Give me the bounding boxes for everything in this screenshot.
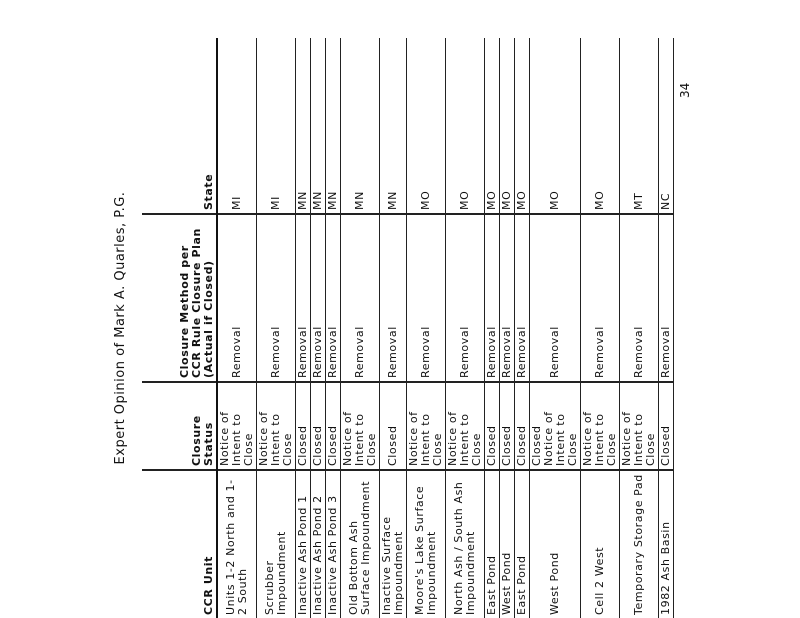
state-cell: MT [620, 38, 659, 214]
method-cell: Removal [581, 214, 620, 382]
method-cell: Removal [515, 214, 530, 382]
status-cell: Closed [296, 382, 311, 470]
table-row [341, 38, 380, 618]
status-cell: Closed [515, 382, 530, 470]
unit-cell: East Pond [515, 470, 530, 618]
unit-cell: 1982 Ash Basin [659, 470, 674, 618]
status-cell: Notice of Intent to Close [217, 382, 257, 470]
status-cell: Notice of Intent to Close [620, 382, 659, 470]
state-cell: MN [296, 38, 311, 214]
unit-cell: North Ash / South Ash Impoundment [446, 470, 485, 618]
table-header-row [142, 38, 217, 618]
method-cell: Removal [446, 214, 485, 382]
status-cell: Closed [500, 382, 515, 470]
method-cell: Removal [217, 214, 257, 382]
unit-cell: Units 1-2 North and 1-2 South [217, 470, 257, 618]
unit-cell: Inactive Ash Pond 1 [296, 470, 311, 618]
status-cell: Closed Notice of Intent to Close [530, 382, 581, 470]
method-cell: Removal [296, 214, 311, 382]
column-header-status: Closure Status [142, 382, 217, 470]
method-cell: Removal [311, 214, 326, 382]
unit-cell: Moore's Lake Surface Impoundment [407, 470, 446, 618]
method-cell: Removal [257, 214, 296, 382]
document-page [100, 38, 692, 618]
table-row [515, 38, 530, 618]
state-cell: MI [257, 38, 296, 214]
status-cell: Notice of Intent to Close [257, 382, 296, 470]
state-cell: MO [446, 38, 485, 214]
unit-cell: Inactive Surface Impoundment [380, 470, 407, 618]
table-row [659, 38, 674, 618]
table-row [485, 38, 500, 618]
unit-cell: West Pond [530, 470, 581, 618]
state-cell: MO [500, 38, 515, 214]
method-cell: Removal [341, 214, 380, 382]
method-cell: Removal [659, 214, 674, 382]
table-row [407, 38, 446, 618]
status-cell: Notice of Intent to Close [446, 382, 485, 470]
table-row [296, 38, 311, 618]
method-cell: Removal [407, 214, 446, 382]
status-cell: Notice of Intent to Close [407, 382, 446, 470]
status-cell: Closed [326, 382, 341, 470]
state-cell: MN [311, 38, 326, 214]
unit-cell: Old Bottom Ash Surface Impoundment [341, 470, 380, 618]
unit-cell: Cell 2 West [581, 470, 620, 618]
table-row [620, 38, 659, 618]
page-number: 34 [678, 82, 692, 98]
status-cell: Notice of Intent to Close [581, 382, 620, 470]
state-cell: NC [659, 38, 674, 214]
method-cell: Removal [326, 214, 341, 382]
state-cell: MO [407, 38, 446, 214]
status-cell: Notice of Intent to Close [341, 382, 380, 470]
status-cell: Closed [485, 382, 500, 470]
unit-cell: Inactive Ash Pond 3 [326, 470, 341, 618]
table-row [530, 38, 581, 618]
column-header-unit: CCR Unit [142, 470, 217, 618]
state-cell: MN [326, 38, 341, 214]
method-cell: Removal [500, 214, 515, 382]
method-cell: Removal [530, 214, 581, 382]
method-cell: Removal [620, 214, 659, 382]
unit-cell: Temporary Storage Pad [620, 470, 659, 618]
column-header-state: State [142, 38, 217, 214]
table-row [380, 38, 407, 618]
state-cell: MO [530, 38, 581, 214]
status-cell: Closed [311, 382, 326, 470]
method-cell: Removal [380, 214, 407, 382]
ccr-closure-table [142, 38, 674, 618]
method-cell: Removal [485, 214, 500, 382]
state-cell: MO [515, 38, 530, 214]
table-row [581, 38, 620, 618]
unit-cell: Scrubber Impoundment [257, 470, 296, 618]
table-row [217, 38, 257, 618]
state-cell: MO [485, 38, 500, 214]
table-row [326, 38, 341, 618]
state-cell: MN [380, 38, 407, 214]
column-header-method: Closure Method per CCR Rule Closure Plan (Actual if Closed) [142, 214, 217, 382]
state-cell: MO [581, 38, 620, 214]
state-cell: MN [341, 38, 380, 214]
status-cell: Closed [659, 382, 674, 470]
unit-cell: West Pond [500, 470, 515, 618]
unit-cell: Inactive Ash Pond 2 [311, 470, 326, 618]
table-row [257, 38, 296, 618]
unit-cell: East Pond [485, 470, 500, 618]
table-row [311, 38, 326, 618]
status-cell: Closed [380, 382, 407, 470]
table-row [500, 38, 515, 618]
table-row [446, 38, 485, 618]
page-header: Expert Opinion of Mark A. Quarles, P.G. [112, 191, 128, 465]
table-body [217, 38, 674, 618]
state-cell: MI [217, 38, 257, 214]
